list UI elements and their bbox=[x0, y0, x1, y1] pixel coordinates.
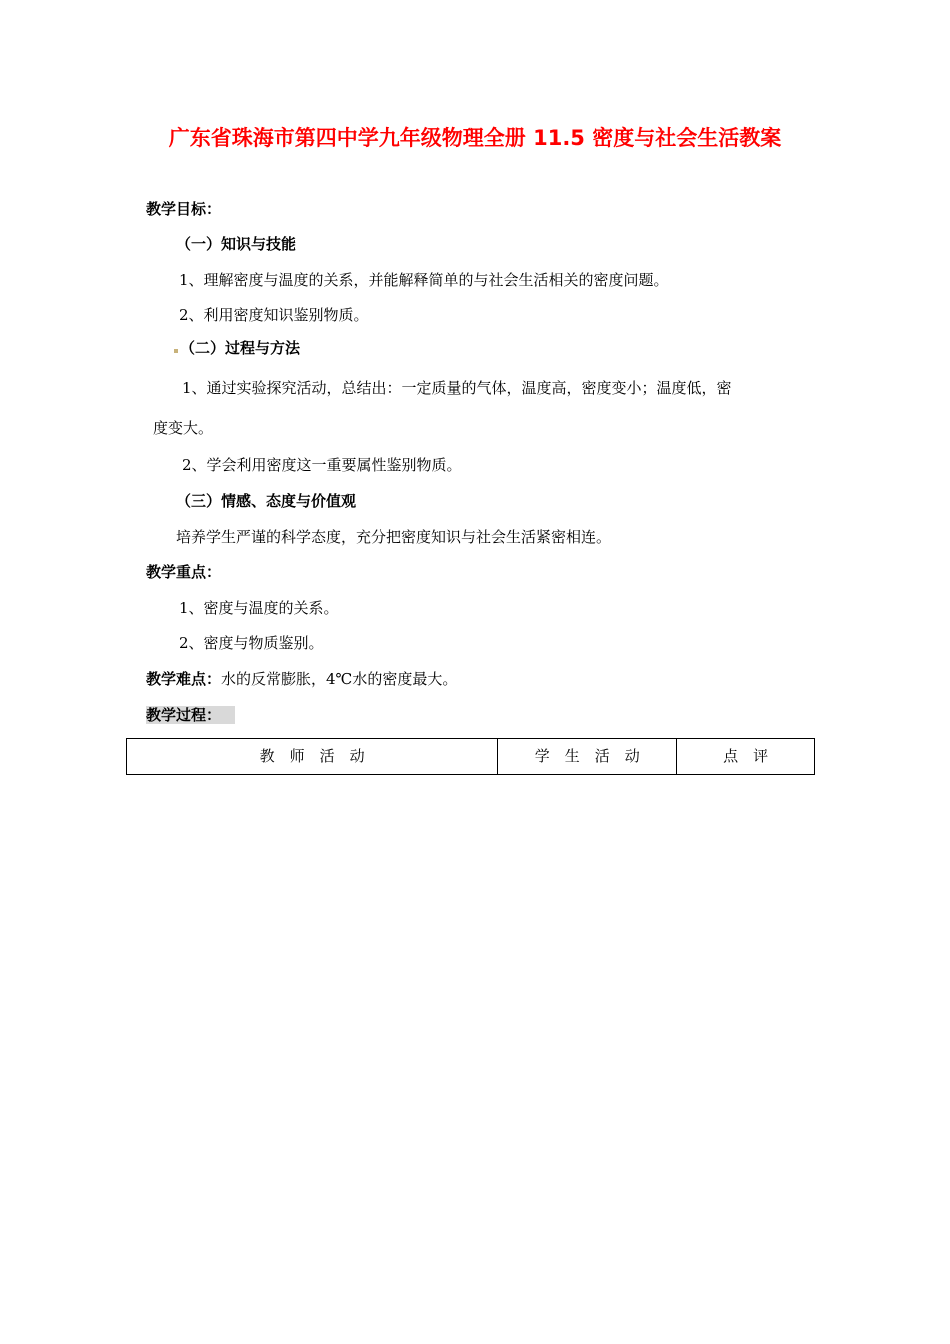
knowledge-item-2: 2、利用密度知识鉴别物质。 bbox=[179, 306, 369, 324]
table-header-row bbox=[127, 739, 815, 775]
key-point-item-1: 1、密度与温度的关系。 bbox=[179, 599, 339, 617]
difficulty-label: 教学难点： bbox=[146, 670, 222, 688]
procedure-heading-row bbox=[146, 705, 235, 725]
process-item-1-line-1: 1、通过实验探究活动，总结出：一定质量的气体，温度高，密度变小；温度低，密 bbox=[182, 379, 732, 397]
difficulty-text: 水的反常膨胀，4℃水的密度最大。 bbox=[221, 670, 458, 688]
process-methods-heading: （二）过程与方法 bbox=[180, 339, 301, 357]
key-point-item-2: 2、密度与物质鉴别。 bbox=[179, 634, 324, 652]
comment-header: 点 评 bbox=[677, 739, 815, 775]
student-activity-header: 学 生 活 动 bbox=[498, 739, 677, 775]
key-points-heading: 教学重点： bbox=[146, 563, 222, 581]
procedure-heading: 教学过程： bbox=[146, 706, 235, 724]
procedure-table bbox=[126, 738, 815, 775]
process-item-1-line-2: 度变大。 bbox=[153, 419, 214, 437]
objectives-heading: 教学目标： bbox=[146, 200, 222, 218]
teacher-activity-header: 教 师 活 动 bbox=[127, 739, 498, 775]
emotion-values-heading: （三）情感、态度与价值观 bbox=[176, 492, 357, 510]
document-title: 广东省珠海市第四中学九年级物理全册 11.5 密度与社会生活教案 bbox=[168, 126, 782, 150]
marker-dot bbox=[174, 349, 178, 353]
emotion-values-text: 培养学生严谨的科学态度，充分把密度知识与社会生活紧密相连。 bbox=[176, 528, 612, 546]
knowledge-skills-heading: （一）知识与技能 bbox=[176, 235, 297, 253]
difficulty-row bbox=[146, 669, 457, 689]
process-methods-heading-row bbox=[174, 338, 300, 358]
knowledge-item-1: 1、理解密度与温度的关系，并能解释简单的与社会生活相关的密度问题。 bbox=[179, 271, 669, 289]
process-item-2: 2、学会利用密度这一重要属性鉴别物质。 bbox=[182, 456, 462, 474]
